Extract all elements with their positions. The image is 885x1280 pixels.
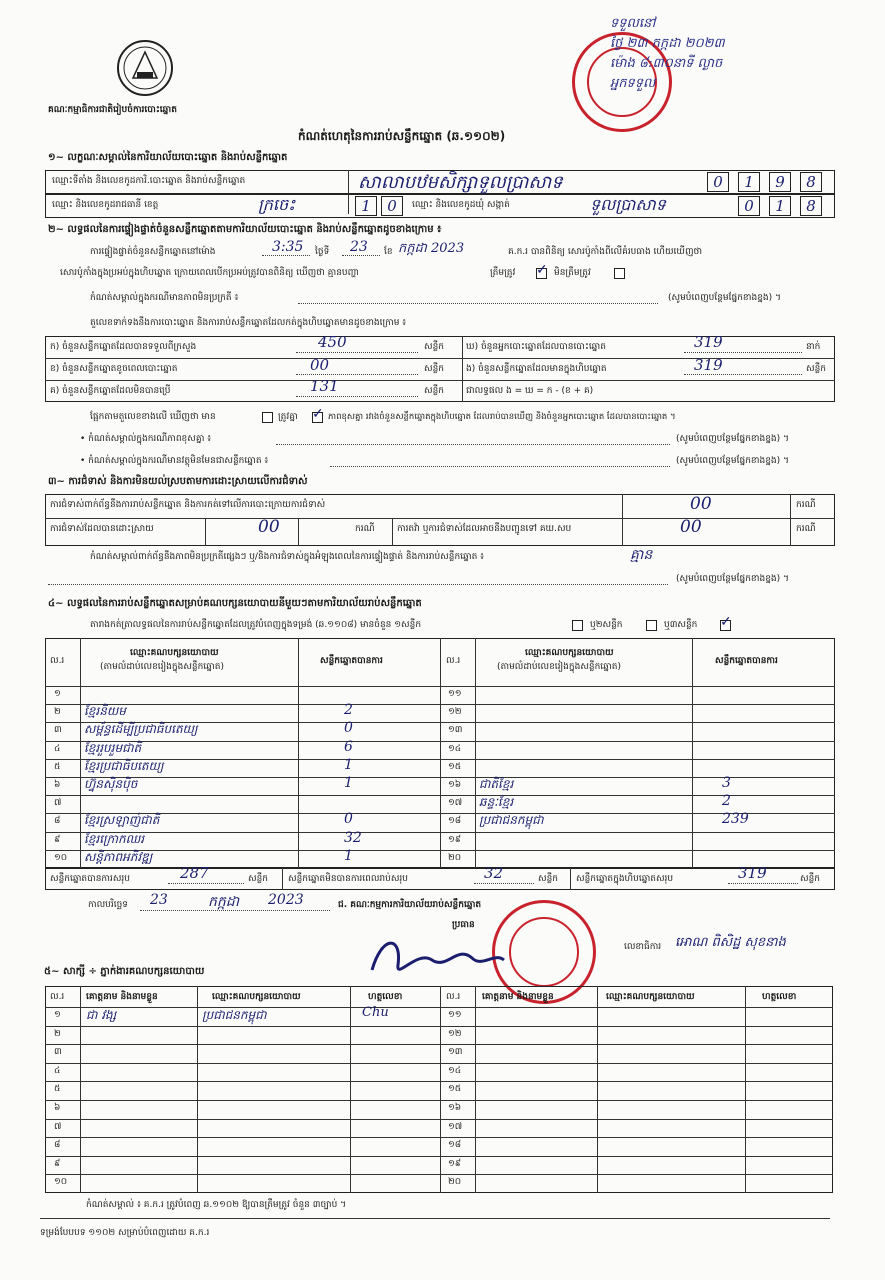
row-number: ៣	[54, 1047, 62, 1058]
location-code-3: 9	[769, 172, 791, 192]
check-time-label: ការផ្ទៀងផ្ទាត់ចំនួនសន្លឹកឆ្នោតនៅម៉ោង	[90, 247, 216, 257]
location-label: ឈ្មោះទីតាំង និងលេខកូដការិ.បោះឆ្នោត និងរាប់សន្លឹកឆ្នោត	[52, 176, 246, 186]
w-col-sig-right: ហត្ថលេខា	[762, 992, 797, 1002]
fig-e-value: 319	[694, 356, 723, 374]
row-number: ៥	[54, 761, 61, 772]
appeal-unit: ករណី	[796, 524, 816, 534]
check-time: 3:35	[272, 239, 304, 255]
two-sheets-checkbox[interactable]	[646, 620, 657, 631]
row-number: ១២	[448, 707, 462, 718]
party-name: ប្រជាជនកម្ពុជា	[479, 813, 544, 828]
row-number: ១៧	[448, 1121, 463, 1132]
consistency-text: ផ្អែកតាមតួលេខខាងលើ ឃើញថា មាន	[90, 412, 216, 422]
col-votes-right: សន្លឹកឆ្នោតបានការ	[715, 656, 778, 666]
party-votes: 2	[722, 793, 731, 810]
location-code-2: 1	[738, 172, 760, 192]
fig-c-unit: សន្លឹក	[424, 386, 444, 396]
check-sentence-2: សោរប៉ូកាំងក្នុងប្រអប់ក្នុងហិបឆ្នោត ក្រោយពេលបើកប្រអប់ត្រូវបានពិនិត្យ ឃើញថា គ្មានបញ្ហា	[60, 268, 359, 278]
row-divider	[45, 1137, 833, 1138]
row-divider	[45, 1119, 833, 1120]
col-party-right: ឈ្មោះគណបក្សនយោបាយ	[525, 648, 614, 658]
day-label: ថ្ងៃទី	[315, 247, 330, 257]
section1-title: ១~ លក្ខណៈសម្គាល់នៃការិយាល័យបោះឆ្នោត និងរាប់សន្លឹកឆ្នោត	[48, 152, 288, 163]
commune-label: ឈ្មោះ និងលេខកូដឃុំ សង្កាត់	[412, 200, 510, 210]
province-value: ក្រចេះ	[258, 195, 296, 214]
total-box-unit: សន្លឹក	[800, 874, 820, 884]
col-no-right: ល.រ	[446, 656, 461, 666]
section2-title: ២~ លទ្ធផលនៃការផ្ទៀងផ្ទាត់ចំនួនសន្លឹកឆ្នោតតាមការិយាល័យបោះឆ្នោត និងរាប់សន្លឹកឆ្នោតដូចខាងក្រោម ៖	[48, 224, 442, 235]
party-name: ជាតិខ្មែរ	[479, 777, 514, 791]
form-title: កំណត់ហេតុនៃការរាប់សន្លឹកឆ្នោត (ឆ.១១០២)	[298, 129, 506, 143]
province-code-2: 0	[381, 196, 403, 216]
row-number: ១៩	[448, 834, 462, 845]
row-divider-right	[440, 704, 835, 705]
party-votes: 1	[344, 756, 353, 773]
two-sheets-label: ឬ២សន្លឹក	[590, 620, 623, 630]
row-number: ១	[54, 1010, 61, 1020]
row-number: ៤	[54, 1065, 61, 1076]
appeal-value: 00	[680, 517, 702, 537]
row-number: ៧	[54, 798, 62, 809]
fig-d-value: 319	[694, 333, 723, 351]
row-number: ៩	[54, 1158, 61, 1169]
row-divider	[45, 1100, 833, 1101]
location-code-1: 0	[707, 172, 729, 192]
signer-org: ជ. គណៈកម្មការការិយាល័យរាប់សន្លឹកឆ្នោត	[338, 900, 482, 910]
resolved-unit: ករណី	[355, 524, 375, 534]
w-col-party-right: ឈ្មោះគណបក្សនយោបាយ	[606, 992, 695, 1002]
row-divider	[45, 1026, 833, 1027]
row-number: ១៣	[448, 1047, 463, 1058]
province-code-1: 1	[355, 196, 377, 216]
w-col-no-left: ល.រ	[50, 992, 65, 1002]
col-no-left: ល.រ	[50, 656, 65, 666]
supplement-1: (សូមបំពេញបន្ថែមផ្នែកខាងខ្នង) ។	[668, 293, 781, 303]
row-number: ៦	[54, 780, 61, 790]
fig-a-unit: សន្លឹក	[424, 342, 444, 352]
date-day: 23	[150, 892, 168, 908]
resolved-value: 00	[258, 517, 280, 537]
check-sentence: គ.ក.រ បានពិនិត្យ សោរប៉ូកាំងពីលើគំរបធាង ហើយឃើញថា	[508, 247, 703, 257]
total-invalid-label: សន្លឹកឆ្នោតមិនបានការពេលរាប់សរុប	[288, 874, 408, 884]
w-col-sig-left: ហត្ថលេខា	[368, 992, 403, 1002]
row-number: ២	[54, 707, 61, 718]
fig-formula: ជាលទ្ធផល ង = ឃ = ក - (ខ + គ)	[466, 386, 594, 396]
objection-note-value: គ្មាន	[630, 547, 653, 563]
commune-code-1: 0	[738, 196, 760, 216]
supplement-4: (សូមបំពេញបន្ថែមផ្នែកខាងខ្នង) ។	[676, 574, 789, 584]
month-label: ខែ	[384, 247, 393, 257]
row-number: ៧	[54, 1121, 62, 1132]
commune-code-3: 8	[800, 196, 822, 216]
fig-d-unit: នាក់	[806, 342, 821, 352]
consistent-label: ត្រូវគ្នា	[278, 412, 298, 422]
total-invalid-value: 32	[484, 864, 504, 882]
w-col-name-right: គោត្តនាម និងនាមខ្លួន	[482, 992, 554, 1002]
row-number: ១៧	[448, 798, 463, 809]
row-number: ១១	[448, 1010, 462, 1020]
row-divider-right	[440, 832, 835, 833]
party-name: សន្តិភាពអភិវឌ្ឍ	[84, 849, 153, 864]
fig-a-value: 450	[318, 333, 347, 351]
objection-label: ការជំទាស់ពាក់ព័ន្ធនឹងការរាប់សន្លឹកឆ្នោត និងការកត់ទៅលើការបោះក្រោយការជំទាស់	[50, 500, 326, 510]
consistent-checkbox[interactable]	[262, 412, 273, 423]
inconsistent-checkbox[interactable]: ✓	[312, 406, 324, 422]
total-box-value: 319	[738, 864, 767, 882]
row-number: ១៦	[448, 1103, 462, 1113]
party-name: ខ្មែរស្រឡាញ់ជាតិ	[84, 813, 160, 828]
row-number: ១០	[54, 852, 68, 863]
w-col-name-left: គោត្តនាម និងនាមខ្លួន	[86, 992, 158, 1002]
row-number: ៩	[54, 834, 61, 845]
row-divider-right	[440, 850, 835, 851]
row-number: ១	[54, 689, 61, 699]
totals-row	[45, 868, 835, 890]
party-votes: 1	[344, 775, 353, 791]
total-box-label: សន្លឹកឆ្នោតក្នុងហិបឆ្នោតសរុប	[576, 874, 674, 884]
witness-signature: Chu	[362, 1005, 389, 1020]
date-label: កាលបរិច្ឆេទ	[88, 900, 128, 910]
row-number: ២០	[448, 852, 462, 863]
w-col-no-right: ល.រ	[446, 992, 461, 1002]
check-month-year: កក្កដា 2023	[398, 241, 465, 256]
row-number: ១៤	[448, 1065, 462, 1076]
date-year: 2023	[268, 892, 304, 908]
total-valid-unit: សន្លឹក	[248, 874, 268, 884]
section5-title: ៥~ សាក្សី ÷ ភ្នាក់ងារគណបក្សនយោបាយ	[44, 966, 205, 977]
party-votes: 32	[344, 829, 362, 846]
party-name: ខ្មែរនិយម	[84, 704, 126, 719]
one-sheet-checkbox[interactable]	[572, 620, 583, 631]
party-name: ហ្វ៊ុនស៊ិនប៉ិច	[84, 777, 138, 791]
supplement-2: (សូមបំពេញបន្ថែមផ្នែកខាងខ្នង) ។	[676, 434, 789, 444]
party-name: សម្ព័ន្ធដើម្បីប្រជាធិបតេយ្យ	[84, 722, 198, 737]
row-number: ១៦	[448, 780, 462, 790]
row-divider-right	[440, 759, 835, 760]
province-label: ឈ្មោះ និងលេខកូដរាជធានី ខេត្ត	[52, 200, 159, 210]
fig-a-label: ក) ចំនួនសន្លឹកឆ្នោតដែលបានទទួលពីក្រសួង	[50, 342, 197, 352]
row-number: ៤	[54, 743, 61, 754]
row-divider-right	[440, 741, 835, 742]
row-number: ១០	[54, 1177, 68, 1188]
irregular-note-label: កំណត់សម្គាល់ក្នុងករណីមានភាពមិនប្រក្រតី ៖	[90, 293, 239, 303]
chairman-label: ប្រធាន	[452, 920, 475, 930]
row-divider-right	[440, 722, 835, 723]
row-divider	[45, 1156, 833, 1157]
no-checkbox[interactable]	[614, 268, 625, 279]
three-sheets-checkbox[interactable]: ✓	[720, 614, 732, 630]
row-number: ២	[54, 1028, 61, 1039]
fig-c-label: គ) ចំនួនសន្លឹកឆ្នោតដែលមិនបានប្រើ	[50, 386, 171, 396]
col-party-sub-left: (តាមលំដាប់លេខរៀងក្នុងសន្លឹកឆ្នោត)	[100, 662, 224, 672]
chairman-signature	[362, 930, 512, 990]
row-divider	[45, 1174, 833, 1175]
row-divider	[45, 1063, 833, 1064]
party-votes: 6	[344, 738, 353, 755]
fig-b-value: 00	[310, 356, 330, 374]
fig-b-unit: សន្លឹក	[424, 364, 444, 374]
row-number: ១១	[448, 689, 462, 699]
yes-label: ត្រឹមត្រូវ	[490, 268, 516, 278]
resolved-label: ការជំទាស់ដែលបានដោះស្រាយ	[50, 524, 154, 534]
objection-unit: ករណី	[796, 500, 816, 510]
w-col-party-left: ឈ្មោះគណបក្សនយោបាយ	[212, 992, 301, 1002]
fig-d-label: ឃ) ចំនួនអ្នកបោះឆ្នោតដែលបានបោះឆ្នោត	[466, 342, 606, 352]
yes-checkbox[interactable]: ✓	[536, 262, 548, 278]
secretary-name: អោណ ពិសិដ្ឋ សុខនាង	[675, 935, 786, 950]
date-month: កក្កដា	[208, 894, 240, 910]
row-divider-left	[45, 795, 440, 796]
objection-value: 00	[690, 494, 712, 514]
fig-e-unit: សន្លឹក	[806, 364, 826, 374]
no-label: មិនត្រឹមត្រូវ	[554, 268, 591, 278]
row-divider	[45, 1081, 833, 1082]
party-name: ខ្មែរក្រោកឈរ	[84, 831, 145, 846]
received-note: ទទួលនៅ ថ្ងៃ ២៣ កក្កដា ២០២៣ ម៉ោង ៨:៣០នាទី ល្ងាច អ្នកទទួល	[610, 16, 725, 91]
row-number: ៥	[54, 1084, 61, 1095]
fig-b-label: ខ) ចំនួនសន្លឹកឆ្នោតខូចពេលបោះឆ្នោត	[50, 364, 178, 374]
footer-note: កំណត់សម្គាល់ ៖ គ.ក.រ ត្រូវបំពេញ ឆ.១១០២ ឱ្យបានត្រឹមត្រូវ ចំនួន ៣ច្បាប់ ។	[86, 1200, 347, 1210]
form-id: ទម្រង់បែបបទ ១១០២ សម្រាប់បំពេញដោយ គ.ក.រ	[40, 1228, 210, 1238]
commune-value: ទួលប្រាសាទ	[590, 195, 666, 214]
row-number: ១៤	[448, 743, 462, 754]
row-divider	[45, 1044, 833, 1045]
row-number: ១៩	[448, 1158, 462, 1169]
section4-intro: តារាងកត់ត្រាលទ្ធផលនៃការរាប់សន្លឹកឆ្នោតដែលត្រូវបំពេញក្នុងទម្រង់ (ឆ.១១០៨) មានចំនួន ១សន្លឹក	[90, 620, 422, 630]
commune-code-2: 1	[769, 196, 791, 216]
three-sheets-label: ឬ៣សន្លឹក	[664, 620, 698, 630]
row-number: ២០	[448, 1177, 462, 1188]
row-number: ១៥	[448, 1084, 462, 1095]
total-valid-label: សន្លឹកឆ្នោតបានការសរុប	[50, 874, 130, 884]
party-name: ឆន្ទៈខ្មែរ	[479, 795, 514, 810]
section4-title: ៤~ លទ្ធផលនៃការរាប់សន្លឹកឆ្នោតសម្រាប់គណបក្សនយោបាយនីមួយៗតាមការិយាល័យរាប់សន្លឹកឆ្នោត	[48, 598, 422, 609]
inconsistent-label: ភាពខុសគ្នា រវាងចំនួនសន្លឹកឆ្នោតក្នុងហិបឆ្នោត ដែលរាប់បានឃើញ និងចំនួនអ្នកបោះឆ្នោត ដែលបានបោះឆ្នោត ។	[328, 412, 676, 422]
row-number: ១៨	[448, 1140, 462, 1151]
col-votes-left: សន្លឹកឆ្នោតបានការ	[320, 656, 383, 666]
total-invalid-unit: សន្លឹក	[538, 874, 558, 884]
party-votes: 0	[344, 720, 353, 737]
party-votes: 1	[344, 847, 353, 864]
row-number: ៨	[54, 1140, 61, 1151]
location-value: សាលាបឋមសិក្សាទួលប្រាសាទ	[358, 172, 563, 193]
row-number: ១៣	[448, 725, 463, 736]
secretary-label: លេខាធិការ	[624, 942, 662, 952]
check-day: 23	[350, 239, 368, 255]
nec-emblem	[115, 38, 175, 98]
supplement-3: (សូមបំពេញបន្ថែមផ្នែកខាងខ្នង) ។	[676, 456, 789, 466]
fig-e-label: ង) ចំនួនសន្លឹកឆ្នោតដែលមានក្នុងហិបឆ្នោត	[466, 364, 607, 374]
witness-party: ប្រជាជនកម្ពុជា	[202, 1008, 267, 1022]
location-code-4: 8	[800, 172, 822, 192]
party-votes: 2	[344, 702, 353, 719]
section3-title: ៣~ ការជំទាស់ និងការមិនយល់ស្របតាមការដោះស្រាយលើការជំទាស់	[48, 476, 308, 487]
party-name: ខ្មែររួបរួមជាតិ	[84, 740, 142, 755]
party-votes: 3	[722, 775, 731, 791]
col-party-left: ឈ្មោះគណបក្សនយោបាយ	[130, 648, 219, 658]
bullet-object: • កំណត់សម្គាល់ក្នុងករណីមានវត្ថុមិនមែនជាសន្លឹកឆ្នោត ៖	[80, 456, 269, 466]
witness-name: ជា វង្ស	[86, 1008, 117, 1022]
row-number: ១៨	[448, 816, 462, 827]
appeal-label: ការតវ៉ា ឬការជំទាស់ដែលអាចនឹងបញ្ជូនទៅ គឃ.សប	[397, 524, 572, 534]
figures-intro: តួលេខទាក់ទងនឹងការបោះឆ្នោត និងការរាប់សន្លឹកឆ្នោតដែលកត់ក្នុងហិបឆ្នោតមានដូចខាងក្រោម ៖	[90, 318, 407, 328]
col-party-sub-right: (តាមលំដាប់លេខរៀងក្នុងសន្លឹកឆ្នោត)	[497, 662, 621, 672]
committee-name: គណៈកម្មាធិការជាតិរៀបចំការបោះឆ្នោត	[48, 105, 177, 115]
row-number: ១២	[448, 1028, 462, 1039]
fig-c-value: 131	[310, 377, 339, 395]
party-name: ខ្មែរប្រជាធិបតេយ្យ	[84, 758, 164, 773]
row-number: ៣	[54, 725, 62, 736]
row-number: ៦	[54, 1103, 61, 1113]
row-number: ៨	[54, 816, 61, 827]
bullet-diff: • កំណត់សម្គាល់ក្នុងករណីភាពខុសគ្នា ៖	[80, 434, 212, 444]
row-number: ១៥	[448, 761, 462, 772]
party-votes: 0	[344, 811, 353, 828]
objection-note-label: កំណត់សម្គាល់ពាក់ព័ន្ធនឹងភាពមិនប្រក្រតីផ្សេងៗ ឬ/និងការជំទាស់ក្នុងអំឡុងពេលនៃការផ្ទៀងផ្ទាត់ និងការរាប់សន្លឹកឆ្នោត ៖	[90, 552, 485, 562]
party-votes: 239	[722, 811, 749, 828]
total-valid-value: 287	[180, 864, 209, 882]
witness-table	[45, 986, 833, 1193]
